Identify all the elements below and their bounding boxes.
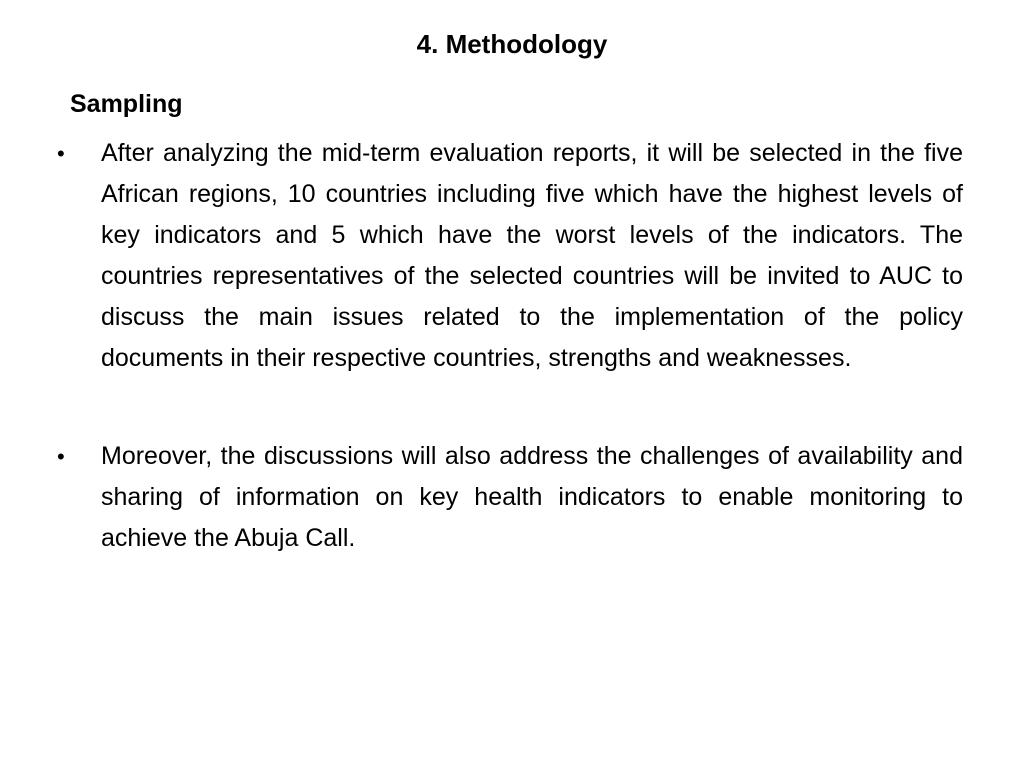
section-heading: Sampling <box>70 90 183 118</box>
bullet-item <box>57 133 963 379</box>
bullet-icon: • <box>57 141 65 166</box>
bullet-item <box>57 436 963 559</box>
slide-title: 4. Methodology <box>416 29 608 59</box>
bullet-text: After analyzing the mid-term evaluation reports, it will be selected in the five African regions, 10 countries including five which have the highest levels of key indicators and 5 which have the worst levels of the indicators. The countries representatives of the selected countries will be invited to AUC to discuss the main issues related to the implementation of the policy documents in their respective countries, strengths and weaknesses. <box>101 139 963 372</box>
bullet-text: Moreover, the discussions will also address the challenges of availability and sharing of information on key health indicators to enable monitoring to achieve the Abuja Call. <box>101 442 963 552</box>
bullet-icon: • <box>57 444 65 469</box>
bullet-list <box>0 133 1024 559</box>
